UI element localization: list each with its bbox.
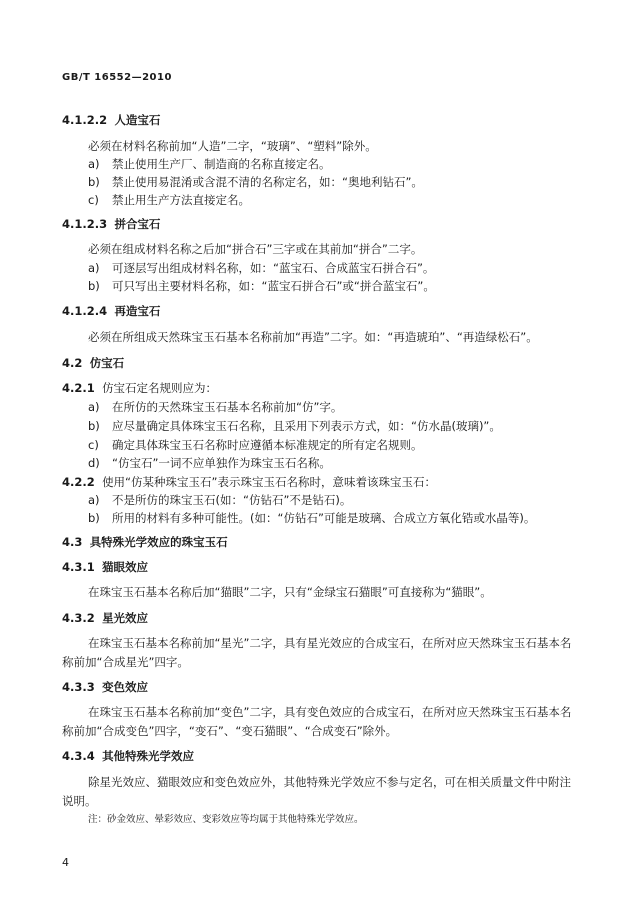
list-item-label: c) xyxy=(88,193,99,207)
list-item-text: 所用的材料有多种可能性。(如：“仿钻石”可能是玻璃、合成立方氧化锆或水晶等)。 xyxy=(112,511,536,525)
section-number: 4.3.2 xyxy=(62,611,95,625)
section-number: 4.2 xyxy=(62,356,83,370)
section-heading-4-3-4 xyxy=(62,749,194,763)
list-item xyxy=(88,438,423,452)
list-item-label: a) xyxy=(88,157,100,171)
section-number: 4.3.3 xyxy=(62,680,95,694)
list-item-text: 禁止用生产方法直接定名。 xyxy=(112,193,250,207)
list-item xyxy=(88,175,423,189)
section-heading-4-2-2 xyxy=(62,475,436,489)
section-title: 猫眼效应 xyxy=(102,560,149,574)
section-heading-4-3-2 xyxy=(62,611,148,625)
list-item xyxy=(88,456,331,470)
paragraph: 必须在所组成天然珠宝玉石基本名称前加“再造”二字。如：“再造琥珀”、“再造绿松石”。 xyxy=(88,330,538,344)
list-item-text: 可只写出主要材料名称，如：“蓝宝石拼合石”或“拼合蓝宝石”。 xyxy=(112,279,435,293)
list-item-text: 不是所仿的珠宝玉石(如：“仿钻石”不是钻石)。 xyxy=(112,493,352,507)
section-number: 4.1.2.2 xyxy=(62,113,108,127)
list-item-label: b) xyxy=(88,419,100,433)
section-heading-4-2 xyxy=(62,356,124,370)
list-item-text: 确定具体珠宝玉石名称时应遵循本标准规定的所有定名规则。 xyxy=(112,438,423,452)
list-item-text: 禁止使用生产厂、制造商的名称直接定名。 xyxy=(112,157,331,171)
section-title: 再造宝石 xyxy=(114,304,161,318)
section-number: 4.3.4 xyxy=(62,749,95,763)
paragraph-line: 在珠宝玉石基本名称前加“星光”二字，具有星光效应的合成宝石，在所对应天然珠宝玉石基本名 xyxy=(88,636,572,650)
paragraph-line: 称前加“合成星光”四字。 xyxy=(62,655,189,669)
note: 注：砂金效应、晕彩效应、变彩效应等均属于其他特殊光学效应。 xyxy=(88,814,364,825)
section-number: 4.3 xyxy=(62,535,83,549)
list-item-label: a) xyxy=(88,400,100,414)
section-intro: 使用“仿某种珠宝玉石”表示珠宝玉石名称时，意味着该珠宝玉石： xyxy=(102,475,436,489)
list-item-label: c) xyxy=(88,438,99,452)
paragraph-line: 在珠宝玉石基本名称前加“变色”二字，具有变色效应的合成宝石，在所对应天然珠宝玉石基本名 xyxy=(88,705,572,719)
section-title: 人造宝石 xyxy=(114,113,161,127)
paragraph-line: 除星光效应、猫眼效应和变色效应外，其他特殊光学效应不参与定名，可在相关质量文件中附注 xyxy=(88,775,571,789)
list-item xyxy=(88,157,331,171)
list-item-label: b) xyxy=(88,175,100,189)
section-title: 具特殊光学效应的珠宝玉石 xyxy=(89,535,228,549)
section-heading-4-2-1 xyxy=(62,381,217,395)
standard-code: GB/T 16552—2010 xyxy=(62,72,172,83)
list-item xyxy=(88,511,535,525)
section-number: 4.2.1 xyxy=(62,381,95,395)
section-title: 仿宝石 xyxy=(89,356,125,370)
section-number: 4.1.2.4 xyxy=(62,304,108,318)
list-item xyxy=(88,193,250,207)
section-title: 其他特殊光学效应 xyxy=(102,749,195,763)
section-title: 星光效应 xyxy=(102,611,149,625)
list-item-label: d) xyxy=(88,456,100,470)
list-item-text: 禁止使用易混淆或含混不清的名称定名，如：“奥地利钻石”。 xyxy=(112,175,423,189)
list-item xyxy=(88,400,342,414)
list-item-text: 应尽量确定具体珠宝玉石名称，且采用下列表示方式，如：“仿水晶(玻璃)”。 xyxy=(112,419,501,433)
list-item-label: a) xyxy=(88,261,100,275)
list-item-label: b) xyxy=(88,279,100,293)
list-item xyxy=(88,493,351,507)
section-intro: 仿宝石定名规则应为： xyxy=(102,381,218,395)
paragraph: 在珠宝玉石基本名称后加“猫眼”二字，只有“金绿宝石猫眼”可直接称为“猫眼”。 xyxy=(88,585,492,599)
list-item-text: 可逐层写出组成材料名称，如：“蓝宝石、合成蓝宝石拼合石”。 xyxy=(112,261,435,275)
section-title: 拼合宝石 xyxy=(114,217,161,231)
section-heading-4-3-3 xyxy=(62,680,148,694)
section-number: 4.1.2.3 xyxy=(62,217,108,231)
section-heading-4-1-2-2 xyxy=(62,113,160,127)
section-title: 变色效应 xyxy=(102,680,149,694)
paragraph: 必须在材料名称前加“人造”二字，“玻璃”、“塑料”除外。 xyxy=(88,139,377,153)
section-number: 4.3.1 xyxy=(62,560,95,574)
section-heading-4-1-2-3 xyxy=(62,217,160,231)
paragraph-line: 说明。 xyxy=(62,794,97,808)
list-item xyxy=(88,419,501,433)
list-item-label: b) xyxy=(88,511,100,525)
list-item-text: 在所仿的天然珠宝玉石基本名称前加“仿”字。 xyxy=(112,400,343,414)
section-heading-4-3-1 xyxy=(62,560,148,574)
section-heading-4-3 xyxy=(62,535,228,549)
paragraph-line: 称前加“合成变色”四字，“变石”、“变石猫眼”、“合成变石”除外。 xyxy=(62,724,398,738)
list-item xyxy=(88,279,435,293)
list-item-label: a) xyxy=(88,493,100,507)
list-item xyxy=(88,261,434,275)
paragraph: 必须在组成材料名称之后加“拼合石”三字或在其前加“拼合”二字。 xyxy=(88,242,423,256)
page-number: 4 xyxy=(62,856,69,869)
section-number: 4.2.2 xyxy=(62,475,95,489)
section-heading-4-1-2-4 xyxy=(62,304,160,318)
list-item-text: “仿宝石”一词不应单独作为珠宝玉石名称。 xyxy=(112,456,331,470)
